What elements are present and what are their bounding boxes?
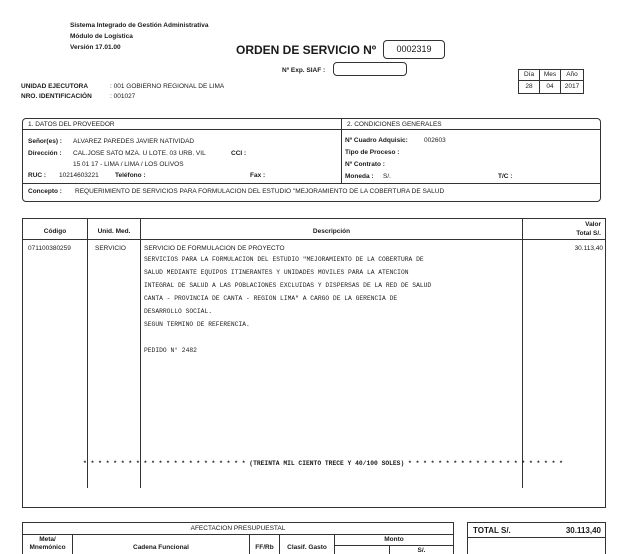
col-valor-header-2: Total S/. <box>576 230 601 237</box>
document-title: ORDEN DE SERVICIO Nº <box>236 43 377 57</box>
unidad-ejecutora-value: : 001 GOBIERNO REGIONAL DE LIMA <box>110 83 225 90</box>
siaf-label: Nº Exp. SIAF : <box>282 67 326 74</box>
ubigeo-value: 15 01 17 - LIMA / LIMA / LOS OLIVOS <box>73 161 184 168</box>
col-valor-header-1: Valor <box>585 221 601 228</box>
senor-value: ALVAREZ PAREDES JAVIER NATIVIDAD <box>73 138 195 145</box>
senor-label: Señor(es) : <box>28 138 62 145</box>
direccion-label: Dirección : <box>28 150 62 157</box>
total-box <box>467 522 606 554</box>
afectacion-box <box>22 522 454 554</box>
direccion-value: CAL.JOSE SATO MZA. U LOTE. 03 URB. VIL <box>73 150 206 157</box>
items-table <box>22 218 606 508</box>
date-box <box>518 69 584 94</box>
day-value: 28 <box>525 83 533 90</box>
version-label: Versión 17.01.00 <box>70 44 121 51</box>
siaf-field <box>333 62 407 76</box>
document-number: 0002319 <box>396 44 432 54</box>
telefono-label: Teléfono : <box>115 172 146 179</box>
fax-label: Fax : <box>250 172 266 179</box>
moneda-label: Moneda : <box>345 173 374 180</box>
day-label: Día <box>523 71 535 78</box>
nro-identificacion-label: NRO. IDENTIFICACIÓN <box>21 93 92 100</box>
col-meta-1: Meta/ <box>39 536 56 543</box>
col-desc-header: Descripción <box>312 228 351 235</box>
month-value: 04 <box>546 83 554 90</box>
col-monto-sub: S/. <box>417 547 426 554</box>
col-unid-header: Unid. Med. <box>97 228 131 235</box>
month-label: Mes <box>543 71 557 78</box>
col-ffrb: FF/Rb <box>255 544 274 551</box>
ruc-label: RUC : <box>28 172 47 179</box>
col-codigo-header: Código <box>43 228 67 235</box>
total-label: TOTAL S/. <box>473 526 511 535</box>
row-valor: 30.113,40 <box>574 245 603 252</box>
col-clasif: Clasif. Gasto <box>287 544 327 551</box>
tipo-proceso-label: Tipo de Proceso : <box>345 149 400 156</box>
cuadro-value: 002603 <box>424 137 446 144</box>
col-meta-2: Mnemónico <box>29 544 66 551</box>
nro-identificacion-value: : 001027 <box>110 93 136 100</box>
conditions-section-title: 2. CONDICIONES GENERALES <box>347 121 442 128</box>
unidad-ejecutora-label: UNIDAD EJECUTORA <box>21 83 89 90</box>
row-codigo: 071100380259 <box>28 245 71 252</box>
col-cadena: Cadena Funcional <box>133 544 189 551</box>
cuadro-label: Nº Cuadro Adquisic: <box>345 137 408 144</box>
year-value: 2017 <box>564 83 580 90</box>
ruc-value: 10214603221 <box>59 172 99 179</box>
col-monto: Monto <box>384 536 404 543</box>
tc-label: T/C : <box>498 173 513 180</box>
row-detail: SERVICIOS PARA LA FORMULACION DEL ESTUDIO "MEJORAMIENTO DE LA COBERTURA DE SALUD MEDIANTE EQUIPOS ITINERANTES Y UNIDADES MOVILES PARA LA ATENCION INTEGRAL DE SALUD A LAS POBLACIONES EXCLUIDAS Y DISPERSAS DE LA RED DE SALUD CANTA - PROVINCIA DE CANTA - REGION LIMA" A CARGO DE LA GERENCIA DE DESARROLLO SOCIAL. SEGUN TERMINO DE REFERENCIA. PEDIDO N° 2482 <box>144 256 432 354</box>
provider-section-title: 1. DATOS DEL PROVEEDOR <box>28 121 115 128</box>
moneda-value: S/. <box>383 173 391 180</box>
concepto-value: REQUERIMIENTO DE SERVICIOS PARA FORMULACION DEL ESTUDIO "MEJORAMIENTO DE LA COBERTURA DE SALUD <box>75 188 445 195</box>
provider-conditions-box <box>22 118 601 202</box>
system-name: Sistema Integrado de Gestión Administrativa <box>70 22 209 29</box>
cci-label: CCI : <box>231 150 247 157</box>
year-label: Año <box>566 71 578 78</box>
document-number-box <box>383 40 445 59</box>
module-name: Módulo de Logística <box>70 33 133 40</box>
contrato-label: Nº Contrato : <box>345 161 385 168</box>
row-unid: SERVICIO <box>95 245 126 252</box>
row-title: SERVICIO DE FORMULACION DE PROYECTO <box>144 245 285 252</box>
concepto-label: Concepto : <box>28 188 62 195</box>
total-value: 30.113,40 <box>565 526 601 535</box>
afectacion-title: AFECTACION PRESUPUESTAL <box>190 525 286 532</box>
amount-in-words: * * * * * * * * * * * * * * * * * * * * * * (TREINTA MIL CIENTO TRECE Y 40/100 SOLES) * * * * * * * * * * * * * * * * * * * * * <box>83 460 563 467</box>
